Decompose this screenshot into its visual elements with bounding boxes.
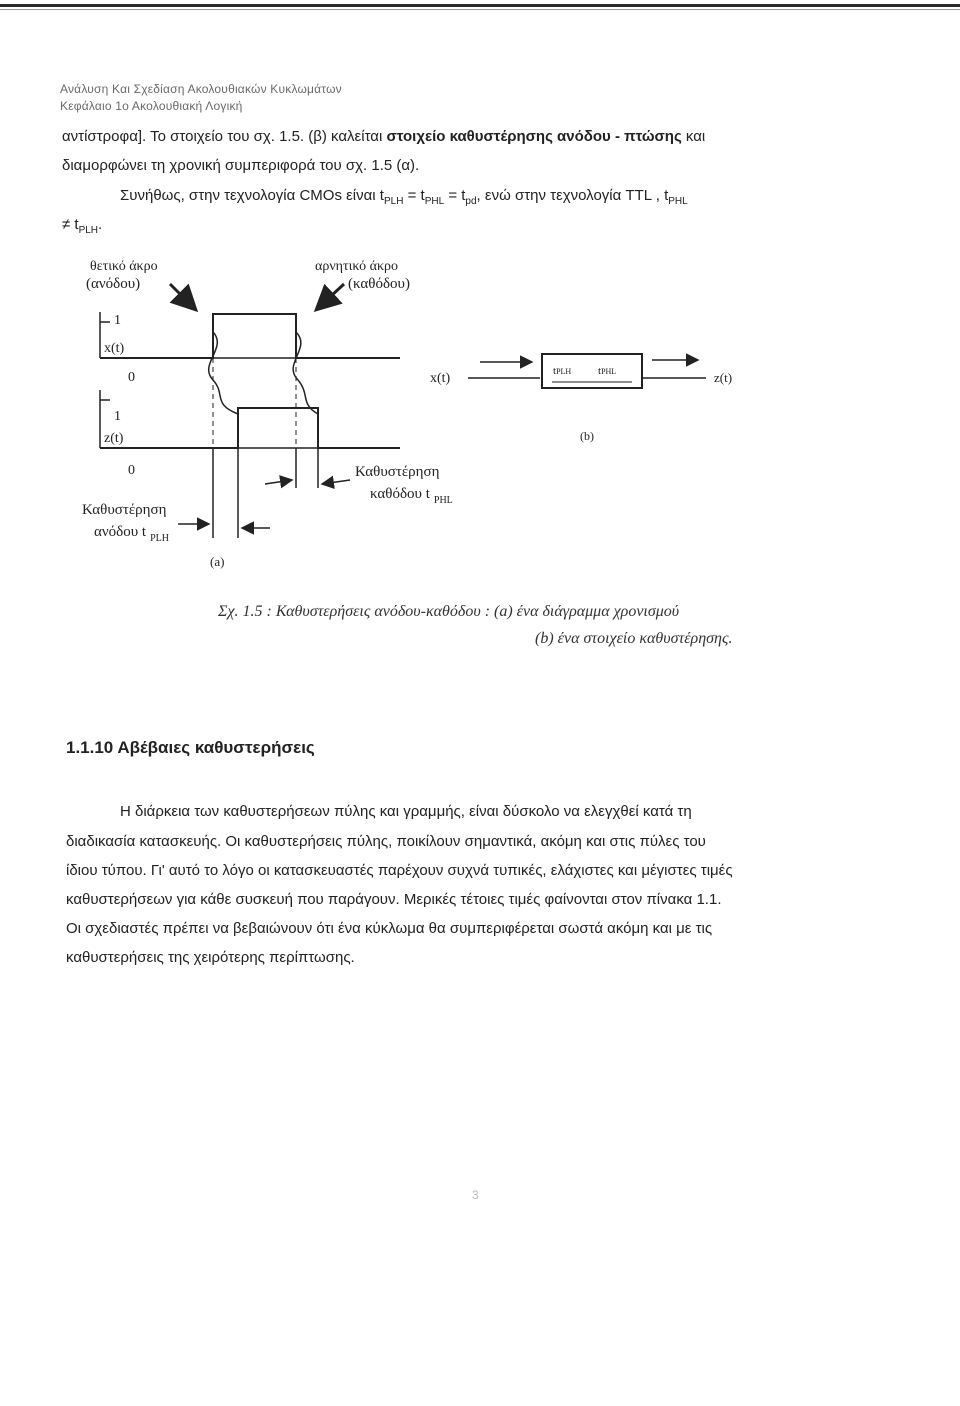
x-level-zero: 0: [128, 370, 135, 385]
positive-edge-pointer: [170, 284, 196, 310]
figure-svg: [60, 248, 880, 588]
paragraph-line: καθυστερήσεων για κάθε συσκευή που παράγουν. Μερικές τέτοιες τιμές φαίνονται στον πίνακα 1.1.: [66, 891, 722, 908]
block-tphl-sub: PHL: [601, 367, 617, 376]
intro-text: .: [98, 216, 103, 233]
intro-text: ≠ t: [62, 216, 79, 233]
block-output-label: z(t): [714, 370, 733, 385]
paragraph-line: καθυστερήσεις της χειρότερης περίπτωσης.: [66, 949, 355, 966]
rise-delay-label-2: [94, 524, 169, 544]
positive-edge-label: θετικό άκρο: [90, 259, 158, 274]
subscript: PLH: [383, 196, 404, 207]
fall-arrow-right: [322, 480, 350, 484]
intro-text: αντίστροφα]. Το στοιχείο του σχ. 1.5. (β) καλείται: [62, 128, 387, 145]
intro-term: στοιχείο καθυστέρησης ανόδου - πτώσης: [386, 128, 682, 145]
block-tphl-t: t: [598, 365, 602, 377]
paragraph-line: ίδιου τύπου. Γι' αυτό το λόγο οι κατασκευαστές παρέχουν συχνά τυπικές, ελάχιστες και μέγιστες τιμές: [66, 862, 733, 879]
running-title: Ανάλυση Και Σχεδίαση Ακολουθιακών Κυκλωμάτων: [60, 82, 342, 96]
figure-caption-2: (b) ένα στοιχείο καθυστέρησης.: [535, 630, 733, 647]
timing-figure: [60, 248, 880, 588]
z-level-zero: 0: [128, 463, 135, 478]
page-number: 3: [472, 1188, 479, 1202]
intro-line-3: [120, 186, 688, 212]
intro-text: και: [681, 128, 706, 145]
intro-text: = t: [444, 187, 466, 204]
intro-line-4: [62, 215, 102, 241]
z-waveform: [100, 408, 400, 448]
paragraph-line: διαδικασία κατασκευής. Οι καθυστερήσεις πύλης, ποικίλουν σημαντικά, ακόμη και στις πύλες του: [66, 833, 706, 850]
fall-delay-text: καθόδου t: [370, 486, 430, 502]
intro-text: Συνήθως, στην τεχνολογία CMOs είναι t: [120, 187, 384, 204]
subscript: PHL: [424, 196, 445, 207]
part-a-label: (a): [210, 554, 225, 569]
z-level-one: 1: [114, 409, 121, 424]
subscript: pd: [465, 196, 477, 207]
negative-edge-label-2: (καθόδου): [348, 276, 410, 292]
rise-delay-text: ανόδου t: [94, 524, 147, 540]
intro-line-2: διαμορφώνει τη χρονική συμπεριφορά του σχ. 1.5 (α).: [62, 157, 420, 174]
x-axis-label: x(t): [104, 341, 125, 356]
x-waveform: [100, 314, 400, 358]
positive-edge-label-2: (ανόδου): [86, 276, 141, 292]
chapter-title: Κεφάλαιο 1ο Ακολουθιακή Λογική: [60, 99, 243, 113]
block-tplh-t: t: [553, 365, 557, 377]
block-input-label: x(t): [430, 371, 451, 386]
fall-arrow-left: [265, 480, 292, 484]
figure-caption-1: Σχ. 1.5 : Καθυστερήσεις ανόδου-καθόδου : (a) ένα διάγραμμα χρονισμού: [218, 603, 680, 620]
rise-delay-label: Καθυστέρηση: [82, 502, 167, 518]
rise-delay-sub: PLH: [150, 533, 169, 544]
part-b-label: (b): [580, 429, 594, 443]
block-tplh-sub: PLH: [556, 367, 572, 376]
paragraph-line: Οι σχεδιαστές πρέπει να βεβαιώνουν ότι ένα κύκλωμα θα συμπεριφέρεται σωστά ακόμη και με τις: [66, 920, 713, 937]
x-level-one: 1: [114, 313, 121, 328]
subscript: PHL: [668, 196, 688, 207]
intro-text: , ενώ στην τεχνολογία TTL , t: [476, 187, 669, 204]
block-tphl: [598, 365, 616, 377]
intro-line-1: [62, 127, 705, 147]
section-heading: 1.1.10 Αβέβαιες καθυστερήσεις: [66, 738, 315, 757]
intro-text: = t: [403, 187, 425, 204]
negative-edge-label: αρνητικό άκρο: [315, 259, 398, 274]
negative-edge-pointer: [316, 284, 344, 310]
subscript: PLH: [78, 225, 99, 236]
block-tplh: [553, 365, 571, 377]
top-rule: [0, 4, 960, 7]
fall-delay-label-2: [370, 486, 453, 506]
fall-delay-sub: PHL: [433, 495, 453, 506]
top-rule-thin: [0, 9, 960, 10]
z-axis-label: z(t): [104, 431, 124, 446]
paragraph-line: Η διάρκεια των καθυστερήσεων πύλης και γραμμής, είναι δύσκολο να ελεγχθεί κατά τη: [120, 803, 692, 820]
fall-delay-label: Καθυστέρηση: [355, 464, 440, 480]
